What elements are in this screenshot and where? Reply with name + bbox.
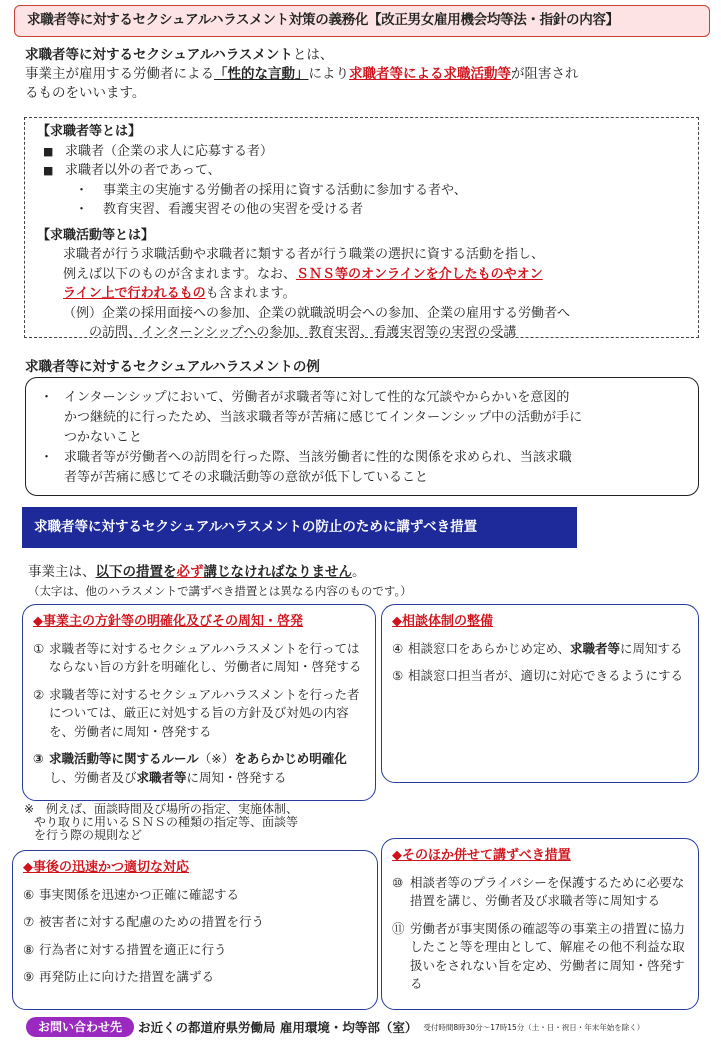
activities-heading: 【求職活動等とは】: [37, 227, 155, 243]
response-heading: ◆事後の迅速かつ適切な対応: [23, 860, 189, 875]
contact-hours: 受付時間8時30分～17時15分（土・日・祝日・年末年始を除く）: [423, 1022, 645, 1032]
measure-number: ⑦: [23, 914, 35, 929]
employer-post: 。: [352, 564, 366, 580]
measure-text: に周知・啓発する: [186, 769, 287, 785]
measure-item: [33, 686, 367, 742]
activities-online-note-1: ＳＮＳ等のオンラインを介したものやオン: [295, 266, 543, 282]
employer-must: 必ず: [176, 564, 204, 580]
measure-bold: 求職者等: [136, 769, 187, 785]
contact-footer: [26, 1016, 716, 1038]
response-box: [12, 850, 378, 1010]
measure-text: 相談窓口担当者が、適切に対応できるようにする: [408, 668, 684, 683]
measure-bold: 求職者等: [570, 640, 621, 656]
measure-item: [23, 913, 369, 932]
definition-term-job-activities: 求職者等による求職活動等: [349, 66, 511, 82]
measure-number: ⑧: [23, 941, 35, 957]
definition-term-sexual-conduct: 「性的な言動」: [214, 66, 309, 82]
measure-text: 相談者等のプライバシーを保護するために必要な措置を講じ、労働者及び求職者等に周知する: [410, 874, 685, 908]
activities-text2: 例えば以下のものが含まれます。なお、: [63, 266, 296, 282]
job-seekers-subitem: ・ 教育実習、看護実習その他の実習を受ける者: [37, 200, 690, 220]
example-line: かつ継続的に行ったため、当該求職者等が苦痛に感じてインターンシップ中の活動が手に: [64, 410, 583, 425]
definition-line2: るものをいいます。: [25, 85, 146, 101]
measure-item: [33, 640, 367, 677]
definition: [25, 46, 705, 103]
measure-text: 被害者に対する配慮のための措置を行う: [39, 914, 265, 929]
measure-item: [392, 874, 690, 911]
measure-item: [23, 941, 369, 960]
measure-text: し、労働者及び: [49, 769, 137, 785]
measure-number: ⑩: [392, 874, 404, 890]
example-item: [38, 448, 688, 488]
contact-office: お近くの都道府県労働局 雇用環境・均等部（室）: [138, 1020, 418, 1035]
measure-bold: 求職活動等に関するルール: [49, 751, 199, 766]
measure-item: [392, 667, 690, 686]
job-seekers-item: ■ 求職者（企業の求人に応募する者）: [37, 142, 690, 162]
measure-number: ④: [392, 640, 404, 656]
policy-box: [22, 604, 376, 801]
employer-note: （太字は、他のハラスメントで講ずべき措置とは異なる内容のものです。）: [28, 584, 412, 598]
contact-label: お問い合わせ先: [26, 1017, 134, 1037]
definition-post: が阻害され: [511, 66, 579, 82]
measure-text: 求職者等に対するセクシュアルハラスメントを行った者については、厳正に対処する旨の方針及び対処の内容を、労働者に周知・啓発する: [49, 686, 360, 739]
measure-bold: をあらかじめ明確化: [234, 751, 347, 766]
measure-number: ①: [33, 640, 45, 656]
job-seekers-item: ■ 求職者以外の者であって、: [37, 161, 690, 181]
other-measures-box: [381, 838, 699, 1010]
rules-footnote: [24, 803, 374, 842]
measure-item: [392, 640, 690, 659]
definitions-box: [24, 117, 699, 338]
measure-text: に周知する: [620, 640, 683, 656]
measure-number: ③: [33, 751, 44, 766]
example-line: 者等が苦痛に感じてその求職活動等の意欲が低下していること: [64, 470, 429, 485]
job-seekers-heading: 【求職者等とは】: [37, 124, 142, 139]
measure-item: [23, 968, 369, 987]
measure-number: ⑪: [392, 920, 405, 936]
employer-bold2: 講じなければなりません: [203, 564, 352, 580]
activities-online-note-2: ライン上で行われるもの: [63, 286, 206, 301]
example-line: ・ 求職者等が労働者への訪問を行った際、当該労働者に性的な関係を求められ、当該求職: [64, 450, 572, 465]
measure-text: 行為者に対する措置を適正に行う: [39, 941, 227, 957]
examples-heading: 求職者等に対するセクシュアルハラスメントの例: [25, 359, 320, 375]
measure-item: [33, 750, 367, 787]
consultation-box: [381, 604, 699, 783]
activities-example1: （例）企業の採用面接への参加、企業の就職説明会への参加、企業の雇用する労働者へ: [63, 305, 571, 321]
example-line: つかないこと: [64, 430, 143, 445]
measure-number: ⑨: [23, 969, 35, 984]
job-seekers-subitem: ・ 事業主の実施する労働者の採用に資する活動に参加する者や、: [37, 181, 690, 201]
examples-box: [25, 377, 699, 496]
example-item: [38, 388, 688, 448]
definition-line-pre: 事業主が雇用する労働者による: [25, 66, 214, 82]
footnote-line: を行う際の規則など: [34, 828, 143, 842]
footnote-line: ※ 例えば、面談時間及び場所の指定、実施体制、: [24, 802, 299, 816]
measure-number: ②: [33, 686, 45, 702]
measure-text: 事実関係を迅速かつ正確に確認する: [39, 886, 240, 902]
page-title: 求職者等に対するセクシュアルハラスメント対策の義務化【改正男女雇用機会均等法・指針の内容】: [14, 5, 710, 37]
activities-text3: も含まれます。: [205, 286, 296, 301]
definition-mid: により: [308, 66, 349, 82]
measure-text: 労働者が事実関係の確認等の事業主の措置に協力したこと等を理由として、解雇その他不利益な取扱いをされない旨を定め、労働者に周知・啓発する: [410, 920, 686, 991]
policy-heading: ◆事業主の方針等の明確化及びその周知・啓発: [33, 614, 303, 629]
employer-statement: [28, 563, 412, 601]
measure-number: ⑥: [23, 886, 35, 902]
measure-item: [392, 920, 690, 994]
measure-text: 相談窓口をあらかじめ定め、: [408, 640, 571, 656]
measure-item: [23, 886, 369, 905]
employer-pre: 事業主は、: [28, 564, 96, 580]
measures-heading-bar: 求職者等に対するセクシュアルハラスメントの防止のために講ずべき措置: [22, 507, 577, 548]
example-line: ・ インターンシップにおいて、労働者が求職者等に対して性的な冗談やからかいを意図的: [64, 390, 570, 405]
definition-heading-suffix: とは、: [292, 47, 334, 63]
measure-text: 求職者等に対するセクシュアルハラスメントを行ってはならない旨の方針を明確化し、労働者に周知・啓発する: [49, 640, 362, 674]
definition-heading: 求職者等に対するセクシュアルハラスメント: [25, 47, 293, 63]
employer-bold1: 以下の措置を: [95, 564, 177, 580]
activities-text1: 求職者が行う求職活動や求職者に類する者が行う職業の選択に資する活動を指し、: [63, 247, 545, 262]
measure-number: ⑤: [392, 668, 404, 683]
measure-text: 再発防止に向けた措置を講ずる: [39, 969, 215, 984]
footnote-line: やり取りに用いるＳＮＳの種類の指定等、面談等: [34, 815, 299, 829]
measure-mark: （※）: [198, 751, 235, 766]
other-measures-heading: ◆そのほか併せて講ずべき措置: [392, 848, 571, 863]
consultation-heading: ◆相談体制の整備: [392, 614, 493, 629]
activities-example2: の訪問、インターンシップへの参加、教育実習、看護実習等の実習の受講: [89, 325, 517, 340]
